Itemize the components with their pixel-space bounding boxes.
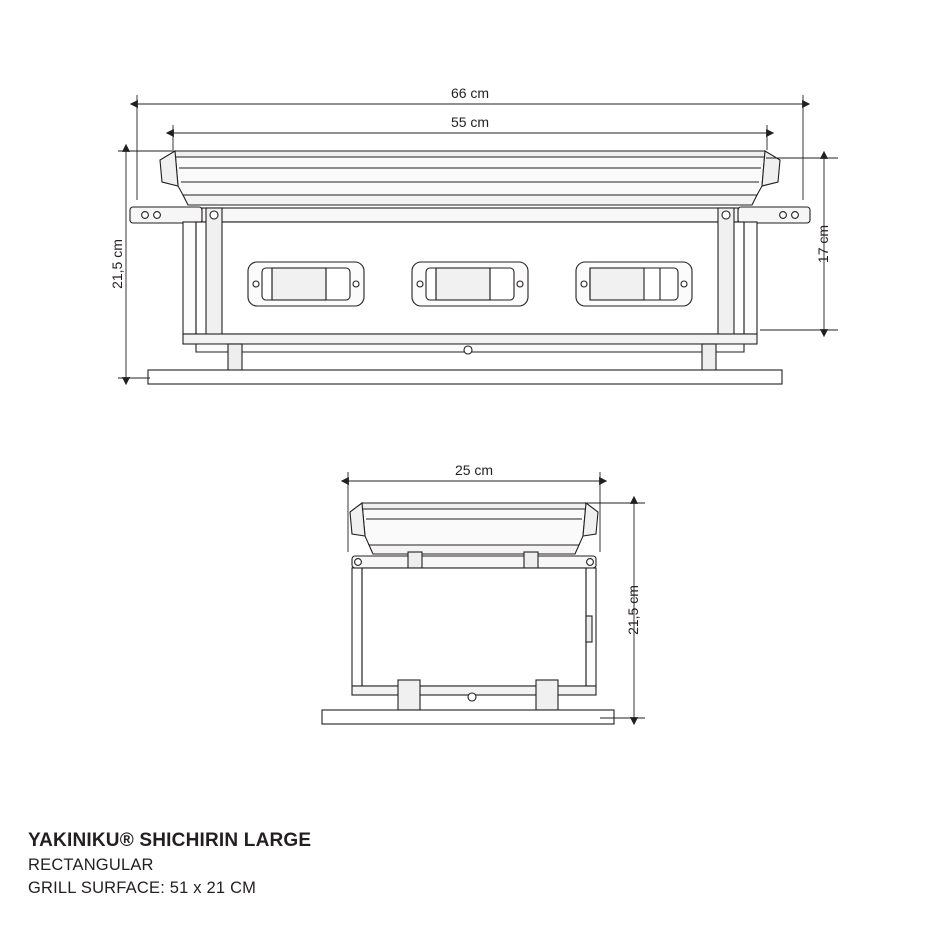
side-lid [350, 503, 598, 554]
dim-label-overall-width: 66 cm [450, 85, 490, 101]
dim-label-body-width: 55 cm [450, 114, 490, 130]
front-elevation-view [130, 151, 810, 384]
air-vent-left [248, 262, 364, 306]
side-base-and-feet [322, 680, 614, 724]
side-elevation-view [322, 503, 614, 724]
side-handle-left [130, 207, 202, 223]
product-title: YAKINIKU® SHICHIRIN LARGE [28, 830, 312, 851]
side-handle-rod [352, 552, 596, 570]
dim-label-overall-height-side: 21,5 cm [625, 585, 641, 635]
product-caption [28, 828, 311, 900]
dim-label-overall-height: 21,5 cm [109, 239, 125, 289]
product-shape: RECTANGULAR [28, 856, 154, 875]
dim-label-overall-depth: 25 cm [454, 462, 494, 478]
base-and-feet [148, 334, 782, 384]
air-vent-center [412, 262, 528, 306]
product-grill-surface: GRILL SURFACE: 51 x 21 CM [28, 878, 257, 897]
dim-label-body-height: 17 cm [815, 224, 831, 264]
air-vent-right [576, 262, 692, 306]
side-body [352, 568, 596, 686]
grill-lid [160, 151, 780, 205]
side-handle-right [738, 207, 810, 223]
